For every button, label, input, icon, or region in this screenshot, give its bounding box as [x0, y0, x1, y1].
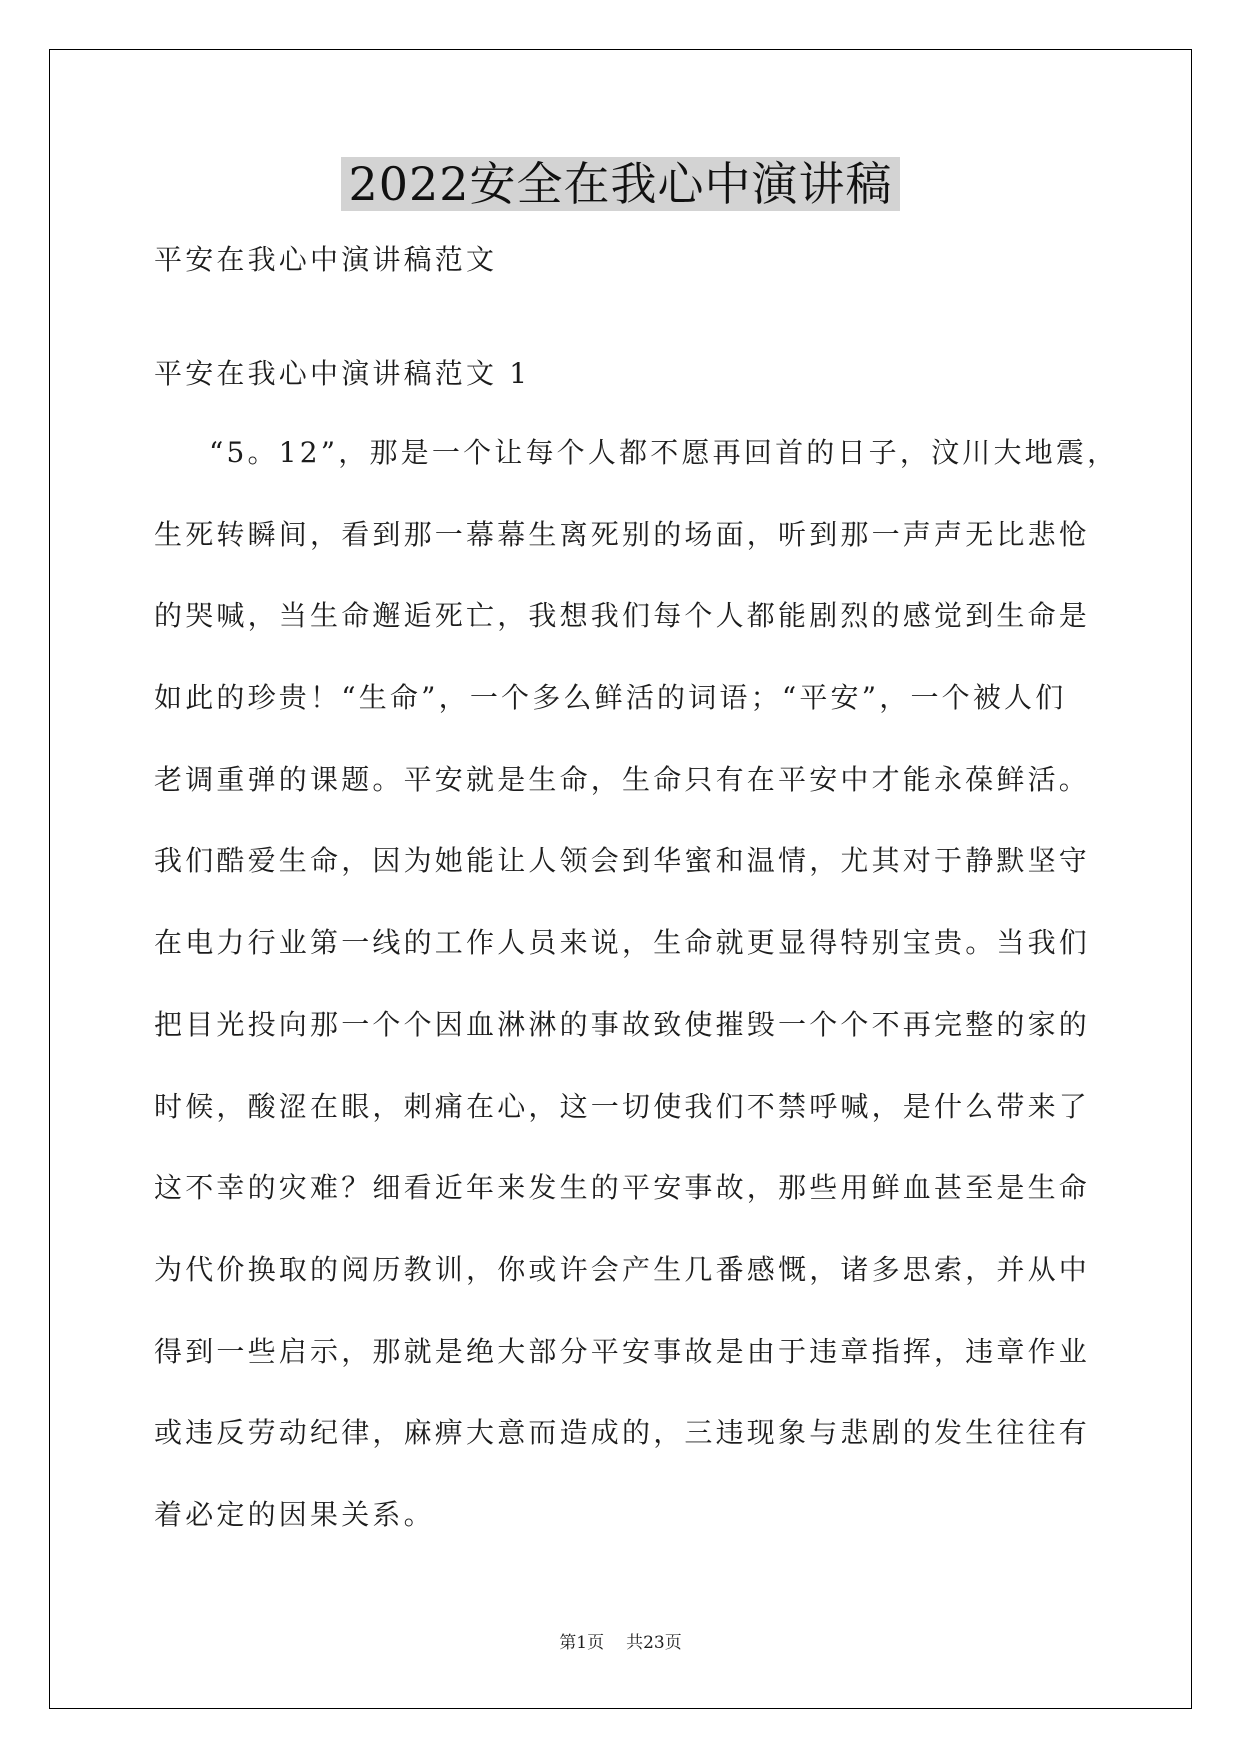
page-number: 第1页	[559, 1633, 605, 1653]
title-container	[0, 157, 1241, 211]
page-footer	[0, 1630, 1241, 1656]
body-line: “5。12”，那是一个让每个人都不愿再回首的日子，汶川大地震，	[209, 436, 1119, 469]
page-total: 共23页	[626, 1633, 682, 1653]
body-line: 为代价换取的阅历教训，你或许会产生几番感慨，诸多思索，并从中	[154, 1252, 1091, 1286]
body-line: 把目光投向那一个个因血淋淋的事故致使摧毁一个个不再完整的家的	[154, 1007, 1091, 1041]
body-line: 的哭喊，当生命邂逅死亡，我想我们每个人都能剧烈的感觉到生命是	[154, 599, 1091, 633]
document-heading: 平安在我心中演讲稿范文	[154, 243, 498, 276]
body-paragraph	[154, 412, 1134, 1556]
section-heading: 平安在我心中演讲稿范文 1	[154, 357, 531, 390]
body-line: 时候，酸涩在眼，刺痛在心，这一切使我们不禁呼喊，是什么带来了	[154, 1089, 1091, 1123]
body-line: 得到一些启示，那就是绝大部分平安事故是由于违章指挥，违章作业	[154, 1334, 1091, 1368]
body-line: 或违反劳动纪律，麻痹大意而造成的，三违现象与悲剧的发生往往有	[154, 1416, 1091, 1450]
body-line: 着必定的因果关系。	[154, 1497, 435, 1531]
body-line: 如此的珍贵！“生命”，一个多么鲜活的词语；“平安”，一个被人们	[154, 681, 1067, 715]
body-line: 老调重弹的课题。平安就是生命，生命只有在平安中才能永葆鲜活。	[154, 762, 1091, 796]
body-line: 在电力行业第一线的工作人员来说，生命就更显得特别宝贵。当我们	[154, 926, 1091, 960]
body-line: 生死转瞬间，看到那一幕幕生离死别的场面，听到那一声声无比悲怆	[154, 517, 1091, 551]
body-line: 我们酷爱生命，因为她能让人领会到华蜜和温情，尤其对于静默坚守	[154, 844, 1091, 878]
body-line: 这不幸的灾难？细看近年来发生的平安事故，那些用鲜血甚至是生命	[154, 1171, 1091, 1205]
document-title: 2022安全在我心中演讲稿	[341, 157, 899, 211]
